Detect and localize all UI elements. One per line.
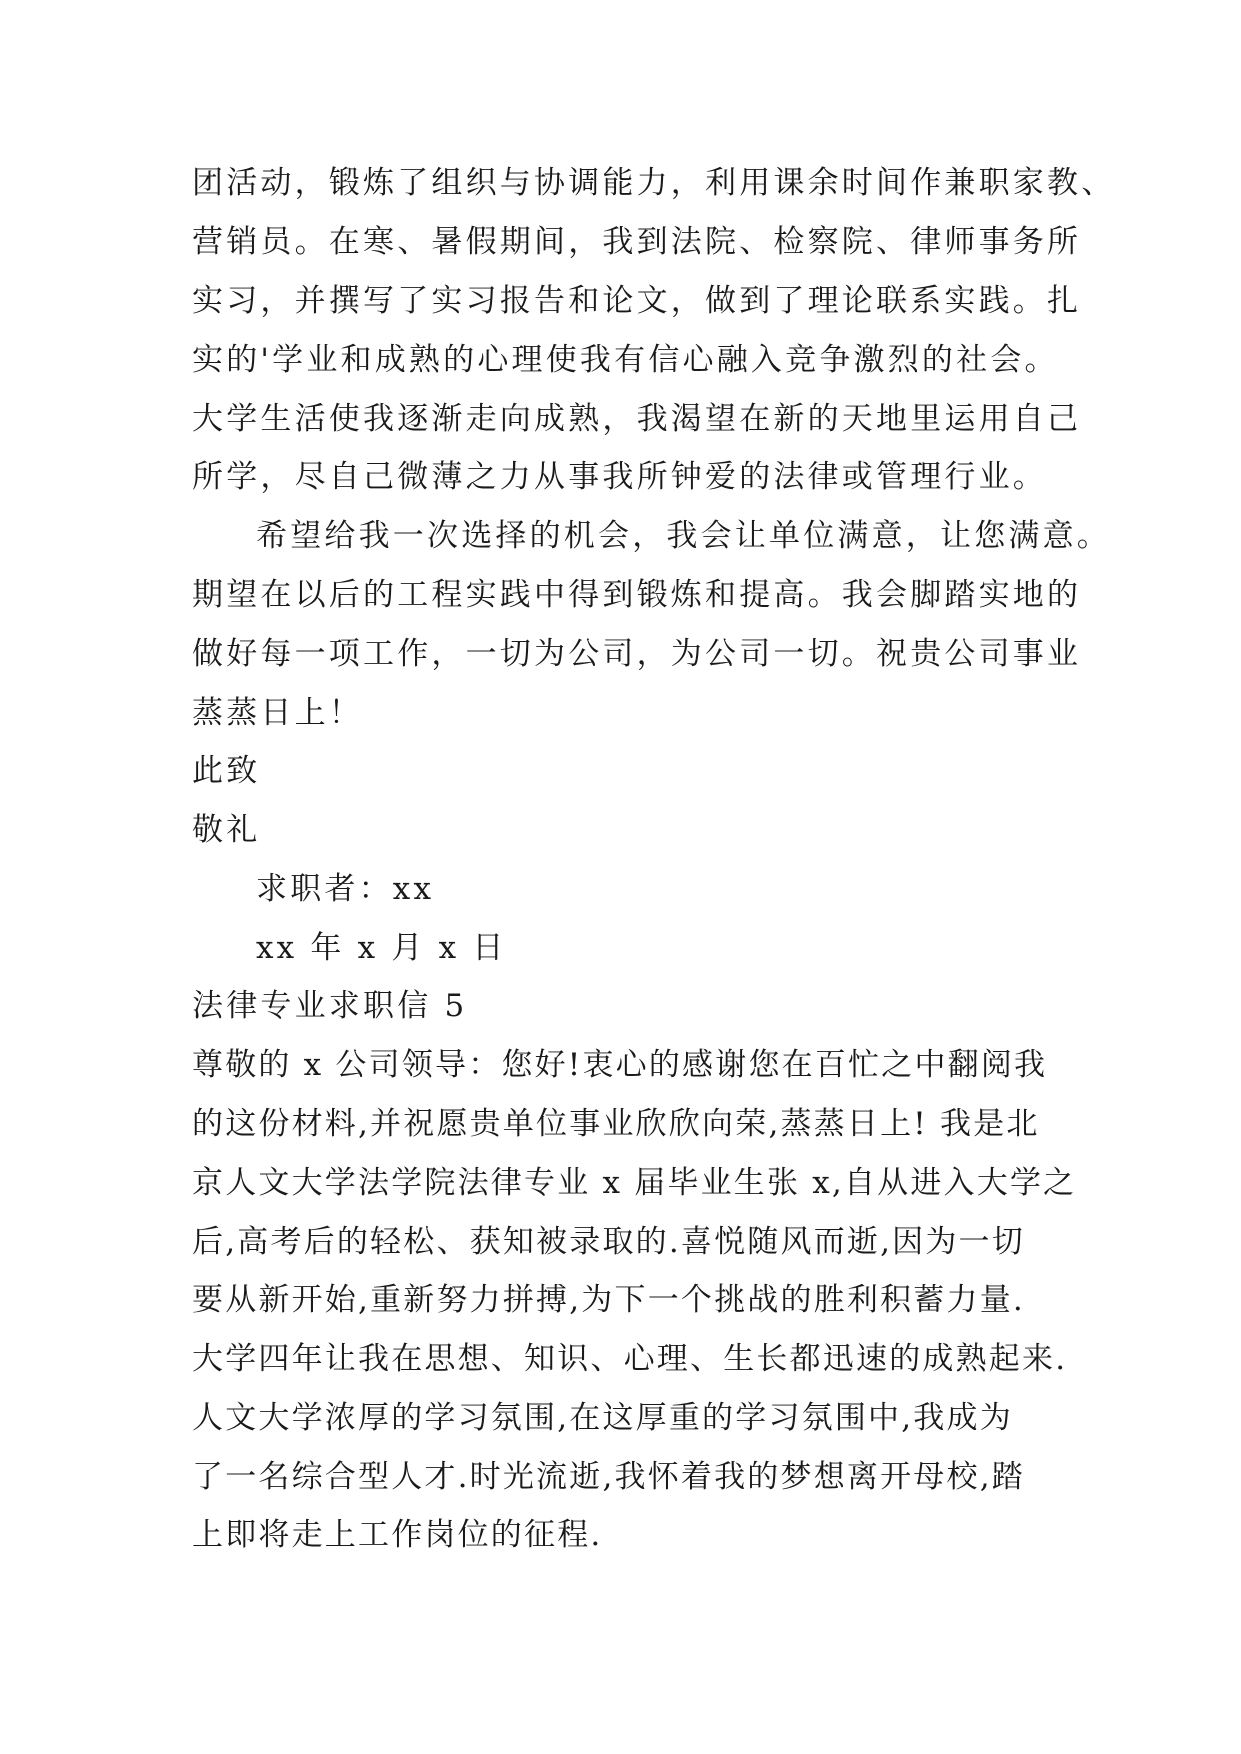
body-line: 蒸蒸日上！ <box>192 695 363 731</box>
body-line: 期望在以后的工程实践中得到锻炼和提高。我会脚踏实地的 <box>192 577 1082 613</box>
closing-line: 此致 <box>192 753 261 789</box>
signature-name: 求职者：xx <box>256 871 435 907</box>
closing-salutation: 敬礼 <box>192 812 261 848</box>
body-line: 要从新开始,重新努力拼搏,为下一个挑战的胜利积蓄力量. <box>192 1282 1025 1318</box>
body-line: 所学，尽自己微薄之力从事我所钟爱的法律或管理行业。 <box>192 459 1047 495</box>
section-title: 法律专业求职信 5 <box>192 988 468 1024</box>
body-line: 了一名综合型人才.时光流逝,我怀着我的梦想离开母校,踏 <box>192 1459 1025 1495</box>
signature-date: xx 年 x 月 x 日 <box>256 930 507 966</box>
body-line: 大学四年让我在思想、知识、心理、生长都迅速的成熟起来. <box>192 1341 1068 1377</box>
body-line: 做好每一项工作，一切为公司，为公司一切。祝贵公司事业 <box>192 636 1082 672</box>
body-line: 上即将走上工作岗位的征程. <box>192 1517 603 1553</box>
paragraph-first-line: 希望给我一次选择的机会，我会让单位满意，让您满意。 <box>256 518 1111 554</box>
body-line: 团活动，锻炼了组织与协调能力，利用课余时间作兼职家教、 <box>192 165 1116 201</box>
body-line: 大学生活使我逐渐走向成熟，我渴望在新的天地里运用自己 <box>192 401 1082 437</box>
body-line: 实习，并撰写了实习报告和论文，做到了理论联系实践。扎 <box>192 283 1082 319</box>
body-line: 的这份材料,并祝愿贵单位事业欣欣向荣,蒸蒸日上! 我是北 <box>192 1106 1040 1142</box>
body-line: 京人文大学法学院法律专业 x 届毕业生张 x,自从进入大学之 <box>192 1165 1077 1201</box>
body-line: 实的'学业和成熟的心理使我有信心融入竞争激烈的社会。 <box>192 342 1059 378</box>
body-line: 后,高考后的轻松、获知被录取的.喜悦随风而逝,因为一切 <box>192 1224 1025 1260</box>
body-line: 人文大学浓厚的学习氛围,在这厚重的学习氛围中,我成为 <box>192 1400 1013 1436</box>
body-line: 营销员。在寒、暑假期间，我到法院、检察院、律师事务所 <box>192 224 1082 260</box>
body-line: 尊敬的 x 公司领导：您好!衷心的感谢您在百忙之中翻阅我 <box>192 1047 1048 1083</box>
